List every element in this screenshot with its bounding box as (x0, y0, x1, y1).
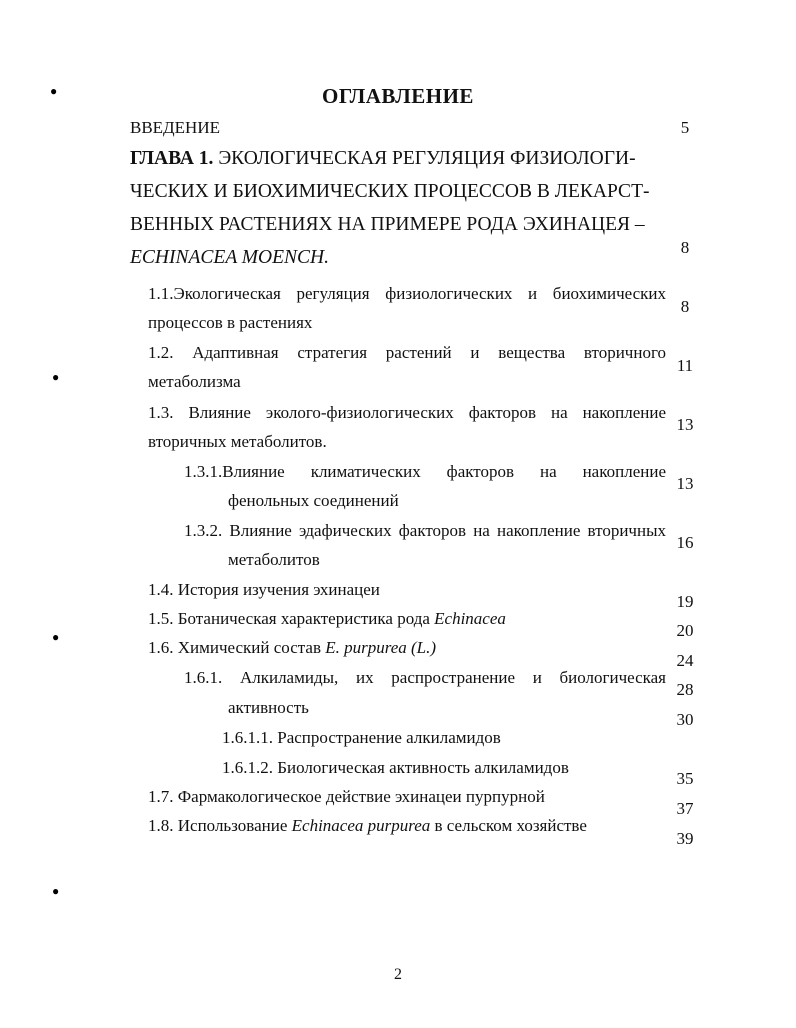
toc-1-5-page: 20 (676, 621, 694, 640)
toc-1-3-page: 13 (676, 415, 694, 434)
toc-1-5-italic: Echinacea (434, 609, 506, 628)
toc-1-5-prefix: 1.5. Ботаническая характеристика рода (148, 609, 435, 628)
toc-1-2-line2: метаболизма (148, 372, 241, 391)
toc-intro-page: 5 (680, 118, 690, 137)
toc-1-6 (148, 638, 436, 658)
toc-1-4-page: 19 (676, 592, 694, 611)
toc-1-1-page: 8 (680, 297, 690, 316)
toc-1-2-page: 11 (676, 356, 694, 375)
toc-1-8-page: 39 (676, 829, 694, 848)
toc-1-4: 1.4. История изучения эхинацеи (148, 580, 380, 599)
toc-1-3-line2: вторичных метаболитов. (148, 432, 327, 451)
toc-1-6-prefix: 1.6. Химический состав (148, 638, 326, 657)
toc-1-3-1-line2: фенольных соединений (228, 491, 399, 510)
toc-1-1-line1: 1.1.Экологическая регуляция физиологических и биохимических (148, 284, 666, 303)
toc-1-3-line1: 1.3. Влияние эколого-физиологических факторов на накопление (148, 403, 666, 422)
toc-1-5 (148, 609, 506, 629)
toc-1-1-line2: процессов в растениях (148, 313, 313, 332)
toc-1-6-1-page: 28 (676, 680, 694, 699)
toc-chapter1-line2: ЧЕСКИХ И БИОХИМИЧЕСКИХ ПРОЦЕССОВ В ЛЕКАРСТ- (130, 181, 650, 202)
toc-1-6-1-2: 1.6.1.2. Биологическая активность алкиламидов (222, 758, 569, 777)
scan-speck: ● (52, 370, 60, 384)
chapter1-prefix: ГЛАВА 1. (130, 148, 214, 169)
toc-1-6-1-line2: активность (228, 698, 309, 717)
toc-1-7-page: 37 (676, 799, 694, 818)
page-number: 2 (394, 966, 402, 983)
toc-1-8-suffix: в сельском хозяйстве (430, 816, 587, 835)
toc-chapter1-line3: ВЕННЫХ РАСТЕНИЯХ НА ПРИМЕРЕ РОДА ЭХИНАЦЕЯ – (130, 214, 645, 235)
toc-1-3-1-line1: 1.3.1.Влияние климатических факторов на накопление (184, 462, 666, 481)
toc-chapter1-page: 8 (680, 238, 690, 257)
toc-1-6-1-2-page: 35 (676, 769, 694, 788)
toc-intro-label: ВВЕДЕНИЕ (130, 118, 220, 137)
toc-chapter1-line1 (130, 147, 650, 171)
toc-1-8-italic: Echinacea purpurea (291, 816, 431, 835)
toc-1-6-italic: E. purpurea (L.) (325, 638, 437, 657)
chapter1-title-line1: ЭКОЛОГИЧЕСКАЯ РЕГУЛЯЦИЯ ФИЗИОЛОГИ- (218, 148, 636, 169)
scan-speck: ● (52, 884, 60, 898)
toc-1-7: 1.7. Фармакологическое действие эхинацеи пурпурной (148, 787, 545, 806)
scan-speck: ● (50, 84, 58, 98)
toc-1-6-1-1-page: 30 (676, 710, 694, 729)
toc-1-3-2-line2: метаболитов (228, 550, 320, 569)
toc-1-8-prefix: 1.8. Использование (148, 816, 292, 835)
toc-1-2-line1: 1.2. Адаптивная стратегия растений и вещества вторичного (148, 343, 666, 362)
toc-1-3-1-page: 13 (676, 474, 694, 493)
toc-chapter1-line4: ECHINACEA MOENCH. (130, 247, 329, 268)
toc-1-8 (148, 816, 587, 836)
toc-1-6-page: 24 (676, 651, 694, 670)
toc-1-6-1-line1: 1.6.1. Алкиламиды, их распространение и биологическая (184, 668, 666, 687)
scan-speck: ● (52, 630, 60, 644)
toc-1-3-2-page: 16 (676, 533, 694, 552)
toc-1-3-2-line1: 1.3.2. Влияние эдафических факторов на накопление вторичных (184, 521, 666, 540)
page-title: ОГЛАВЛЕНИЕ (322, 84, 474, 108)
toc-1-6-1-1: 1.6.1.1. Распространение алкиламидов (222, 728, 501, 747)
